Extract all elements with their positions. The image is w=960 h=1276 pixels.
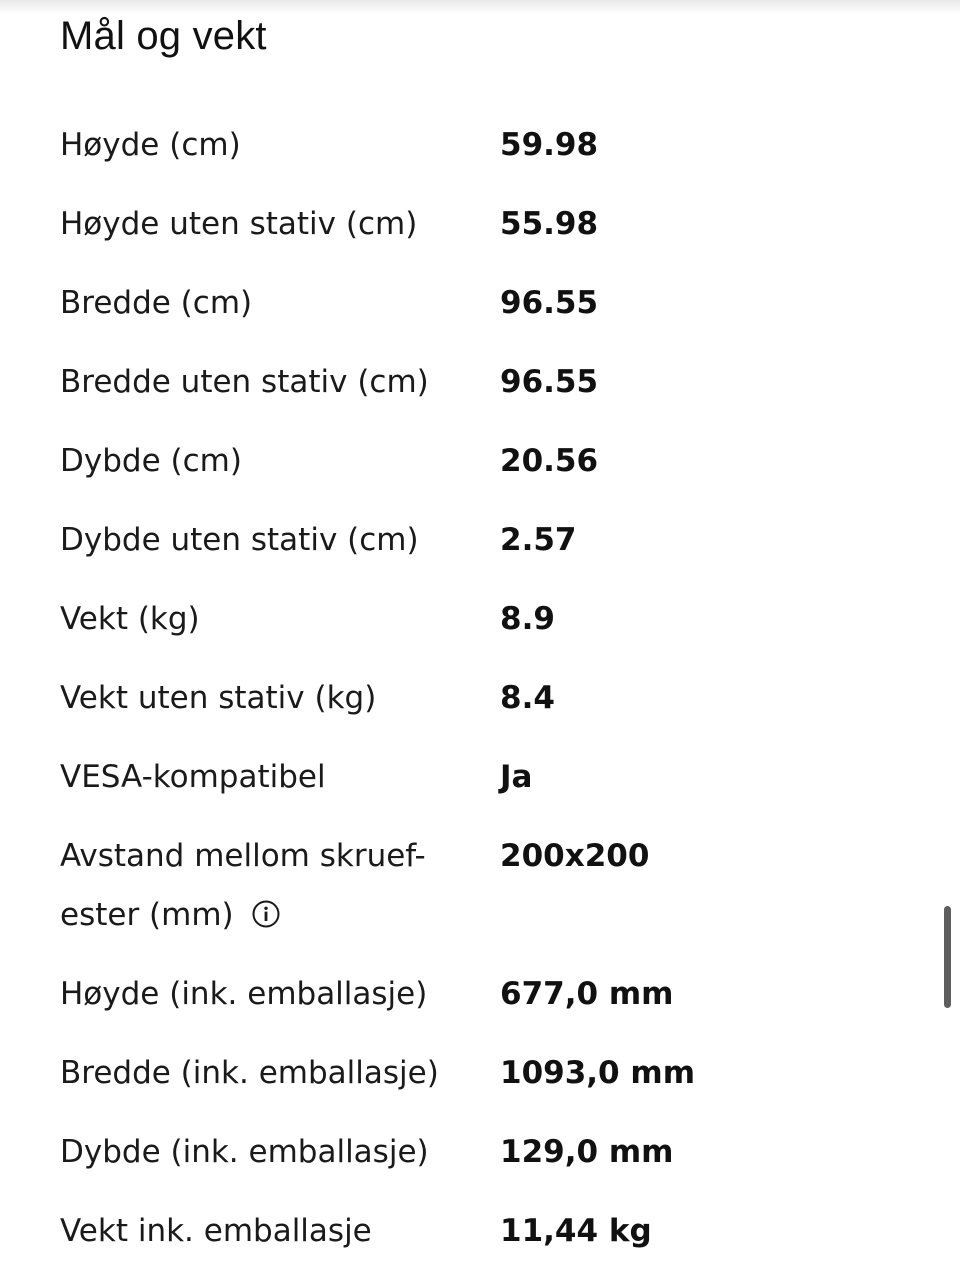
spec-label: Vekt ink. emballasje <box>60 1213 372 1249</box>
spec-label <box>60 817 500 955</box>
spec-row-dybde <box>60 422 920 501</box>
spec-value: 55.98 <box>500 206 599 242</box>
spec-label: Bredde uten stativ (cm) <box>60 364 429 400</box>
spec-label: Bredde (ink. emballasje) <box>60 1055 439 1091</box>
spec-value: Ja <box>500 759 533 795</box>
spec-row-dybde-uten-stativ <box>60 501 920 580</box>
spec-value: 96.55 <box>500 364 599 400</box>
spec-value: 20.56 <box>500 443 599 479</box>
spec-value: 129,0 mm <box>500 1134 674 1170</box>
spec-value: 59.98 <box>500 127 599 163</box>
spec-row-vesa-kompatibel <box>60 738 920 817</box>
spec-label: Vekt (kg) <box>60 601 200 637</box>
spec-row-hoyde-emballasje <box>60 955 920 1034</box>
spec-value: 2.57 <box>500 522 577 558</box>
scrollbar-thumb[interactable] <box>944 906 951 1008</box>
spec-label: Dybde (ink. emballasje) <box>60 1134 429 1170</box>
spec-value: 11,44 kg <box>500 1213 652 1249</box>
spec-row-bredde <box>60 264 920 343</box>
spec-row-dybde-emballasje <box>60 1113 920 1192</box>
spec-row-avstand-skruefester <box>60 817 920 955</box>
spec-label-line2: ester (mm) <box>60 897 234 933</box>
spec-row-bredde-uten-stativ <box>60 343 920 422</box>
spec-value: 8.9 <box>500 601 555 637</box>
spec-row-bredde-emballasje <box>60 1034 920 1113</box>
spec-value: 677,0 mm <box>500 976 674 1012</box>
spec-row-hoyde-uten-stativ <box>60 185 920 264</box>
spec-row-vekt-uten-stativ <box>60 659 920 738</box>
spec-label: VESA-kompatibel <box>60 759 326 795</box>
spec-row-vekt <box>60 580 920 659</box>
spec-label: Høyde uten stativ (cm) <box>60 206 418 242</box>
spec-value: 200x200 <box>500 838 650 874</box>
spec-value: 96.55 <box>500 285 599 321</box>
section-title: Mål og vekt <box>60 14 267 58</box>
spec-label-line1: Avstand mellom skruef- <box>60 838 426 874</box>
spec-label: Høyde (cm) <box>60 127 241 163</box>
spec-label: Høyde (ink. emballasje) <box>60 976 428 1012</box>
spec-label: Vekt uten stativ (kg) <box>60 680 377 716</box>
spec-value: 1093,0 mm <box>500 1055 696 1091</box>
spec-table <box>60 106 920 1271</box>
spec-label: Dybde (cm) <box>60 443 242 479</box>
info-icon[interactable] <box>252 889 280 917</box>
spec-row-vekt-emballasje <box>60 1192 920 1271</box>
spec-row-hoyde <box>60 106 920 185</box>
spec-value: 8.4 <box>500 680 555 716</box>
spec-label: Bredde (cm) <box>60 285 253 321</box>
spec-label: Dybde uten stativ (cm) <box>60 522 419 558</box>
